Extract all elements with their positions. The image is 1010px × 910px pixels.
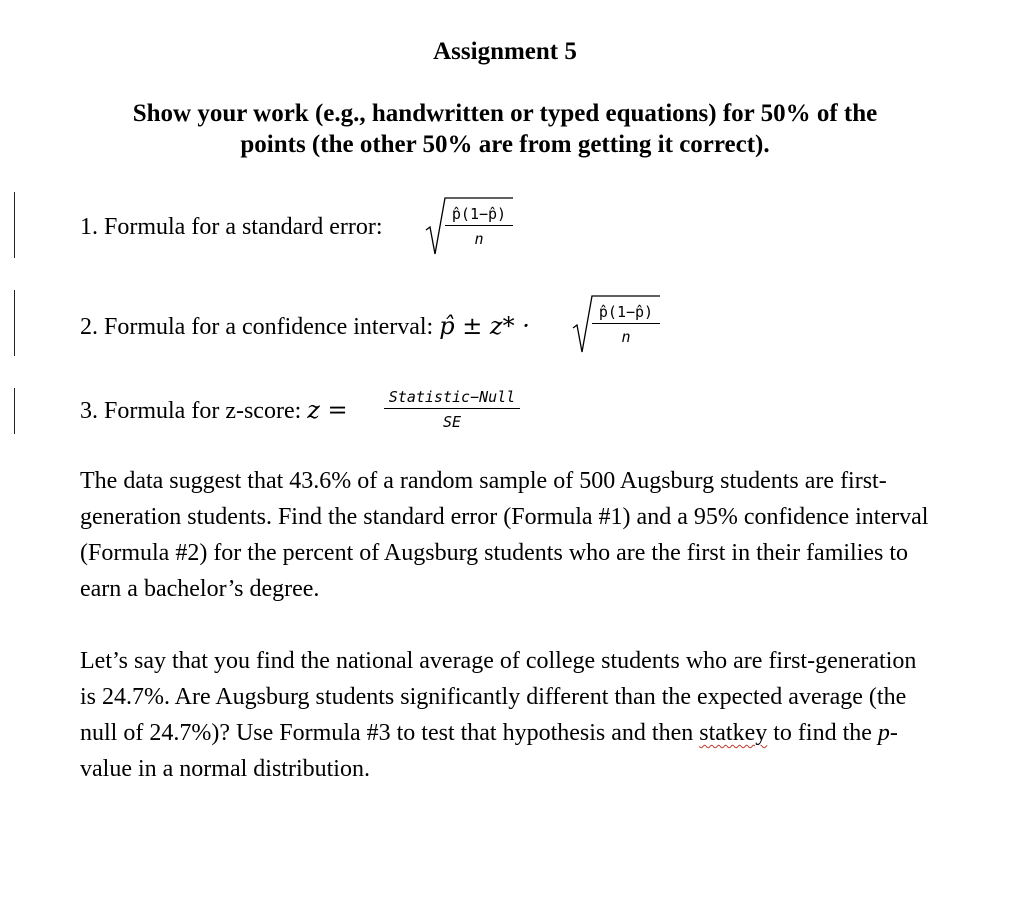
formula-2-denominator: n bbox=[621, 328, 631, 346]
formula-3-text: 3. Formula for z-score: bbox=[80, 398, 308, 424]
formula-3-numerator: Statistic−Null bbox=[388, 388, 516, 406]
formula-2-text: 2. Formula for a confidence interval: bbox=[80, 314, 440, 340]
paragraph-2-part-3: -value in a normal distribution. bbox=[80, 720, 898, 782]
fraction-bar-1 bbox=[445, 225, 513, 226]
formula-1-numerator: p̂(1−p̂) bbox=[451, 205, 507, 223]
formula-2-label bbox=[80, 312, 530, 341]
margin-change-bar-2 bbox=[14, 290, 15, 356]
p-value-italic: p bbox=[877, 720, 890, 746]
instructions-subtitle bbox=[0, 98, 1010, 160]
paragraph-2-part-1: Let’s say that you find the national average of college students who are first-generation is 24.7%. Are Augsburg students significantly different than the expected average (the null of 24.7%)? Use Formula #3 to test that hypothesis and then bbox=[80, 648, 917, 746]
margin-change-bar-1 bbox=[14, 192, 15, 258]
formula-3-label bbox=[80, 396, 348, 425]
formula-3-fraction bbox=[384, 388, 520, 431]
formula-1-denominator: n bbox=[474, 230, 484, 248]
formula-3-denominator: SE bbox=[442, 413, 462, 431]
fraction-bar-3 bbox=[384, 408, 520, 409]
formula-1-label: 1. Formula for a standard error: bbox=[80, 214, 383, 240]
fraction-bar-2 bbox=[592, 323, 660, 324]
formula-2-fraction bbox=[592, 303, 660, 346]
paragraph-2-part-2: to find the bbox=[767, 720, 878, 746]
problem-paragraph-1: The data suggest that 43.6% of a random sample of 500 Augsburg students are first-generation students. Find the standard error (Formula #1) and a 95% confidence interval (Formula #2) for the percent of Augsburg students who are the first in their families to earn a bachelor’s degree. bbox=[80, 468, 929, 602]
subtitle-line-1: Show your work (e.g., handwritten or typed equations) for 50% of the bbox=[132, 100, 878, 127]
assignment-title: Assignment 5 bbox=[433, 38, 577, 65]
formula-1-fraction bbox=[445, 205, 513, 248]
statkey-word[interactable]: statkey bbox=[699, 720, 768, 746]
subtitle-line-2: points (the other 50% are from getting it correct). bbox=[240, 131, 770, 158]
formula-3-expression: z = bbox=[307, 396, 348, 424]
margin-change-bar-3 bbox=[14, 388, 15, 434]
formula-2-numerator: p̂(1−p̂) bbox=[598, 303, 654, 321]
formula-2-expression: p̂ ± z* · bbox=[439, 312, 530, 340]
problem-paragraph-2 bbox=[80, 643, 930, 787]
